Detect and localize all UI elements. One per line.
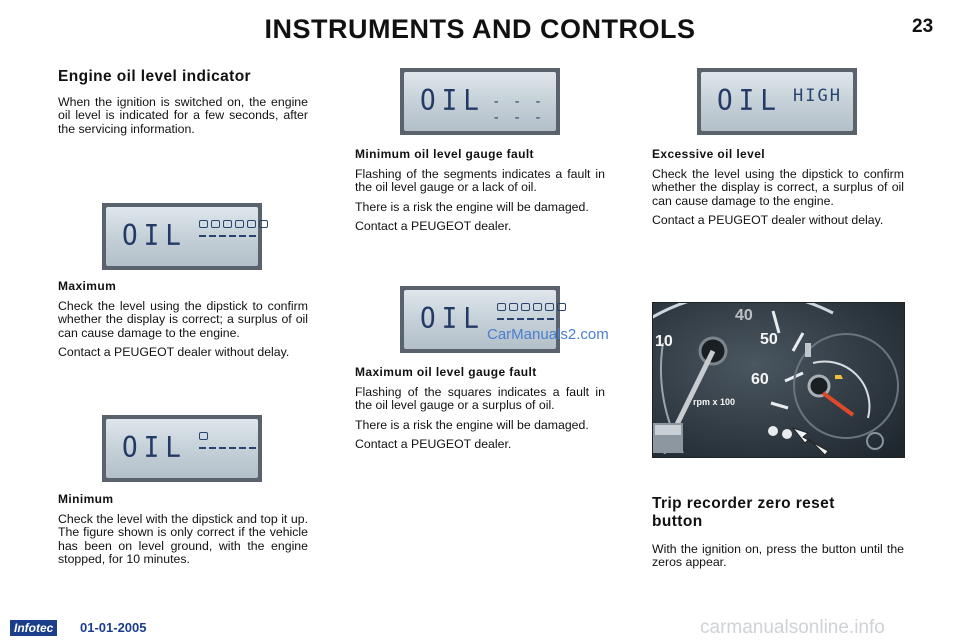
max-fault-section: [355, 365, 605, 458]
page-number: 23: [912, 16, 934, 37]
minimum-heading: Minimum: [58, 492, 114, 506]
trip-reset-heading-line1: Trip recorder zero reset: [652, 495, 835, 512]
lcd-face: [106, 419, 258, 478]
maximum-section: [58, 279, 308, 366]
dial-label-50: 50: [760, 331, 778, 348]
lcd-face: [404, 72, 556, 131]
minimum-paragraph: Check the level with the dipstick and top it up. The figure shown is only correct if the vehicle has been on level ground, with the engine stopped, for 10 minutes.: [58, 512, 308, 567]
excessive-section: [652, 147, 904, 234]
min-fault-heading: Minimum oil level gauge fault: [355, 147, 534, 161]
section-heading-oil-indicator: Engine oil level indicator: [58, 68, 251, 85]
intro-paragraph: When the ignition is switched on, the engine oil level is indicated for a few seconds, after the servicing information.: [58, 95, 308, 136]
dashboard-photo: [652, 302, 905, 458]
min-fault-paragraph-1: Flashing of the segments indicates a fault in the oil level gauge or a lack of oil.: [355, 167, 605, 195]
min-fault-paragraph-3: Contact a PEUGEOT dealer.: [355, 219, 512, 234]
maximum-heading: Maximum: [58, 279, 117, 293]
dial-label-40: 40: [735, 307, 753, 324]
lcd-face: [106, 207, 258, 266]
trip-reset-paragraph: With the ignition on, press the button until the zeros appear.: [652, 542, 904, 570]
trip-reset-heading-line2: button: [652, 513, 703, 530]
lcd-dashes: - - - - - -: [492, 94, 545, 126]
max-fault-paragraph-1: Flashing of the squares indicates a fault in the oil level gauge or a surplus of oil.: [355, 385, 605, 413]
excessive-heading: Excessive oil level: [652, 147, 766, 161]
dial-label-60: 60: [751, 371, 769, 388]
min-fault-paragraph-2: There is a risk the engine will be damaged.: [355, 199, 589, 214]
trip-reset-heading: [652, 495, 904, 531]
oil-indicator-intro: [58, 68, 308, 142]
square-segments: [199, 432, 208, 440]
trip-reset-section: [652, 495, 904, 576]
center-watermark: CarManuals2.com: [487, 326, 609, 343]
max-fault-paragraph-2: There is a risk the engine will be damaged.: [355, 417, 589, 432]
lcd-high-label: HIGH: [793, 86, 842, 106]
min-fault-display: [400, 68, 560, 135]
square-segments: [199, 220, 268, 228]
infotec-logo: Infotec: [10, 620, 57, 636]
dial-label-rpm: rpm x 100: [693, 397, 736, 407]
excessive-oil-display: [697, 68, 857, 135]
maximum-paragraph-2: Contact a PEUGEOT dealer without delay.: [58, 345, 290, 360]
excessive-paragraph-2: Contact a PEUGEOT dealer without delay.: [652, 213, 884, 228]
lcd-face: [701, 72, 853, 131]
min-fault-section: [355, 147, 605, 240]
square-segments: [497, 303, 566, 311]
dial-label-10: 10: [655, 333, 673, 350]
excessive-paragraph-1: Check the level using the dipstick to confirm whether the display is correct, a surplus of oil can cause damage to the engine.: [652, 167, 904, 208]
maximum-paragraph-1: Check the level using the dipstick to confirm whether the display is correct; a surplus of oil can cause damage to the engine.: [58, 299, 308, 340]
oil-maximum-display: [102, 203, 262, 270]
lcd-oil-label: OIL: [420, 84, 485, 118]
dash-segments: [199, 232, 256, 237]
dash-segments: [199, 444, 256, 449]
lcd-oil-label: OIL: [420, 302, 485, 336]
minimum-section: [58, 492, 308, 573]
dashboard-illustration: [653, 303, 904, 457]
lcd-oil-label: OIL: [122, 431, 187, 465]
footer-date: 01-01-2005: [80, 620, 147, 635]
max-fault-paragraph-3: Contact a PEUGEOT dealer.: [355, 437, 512, 452]
oil-minimum-display: [102, 415, 262, 482]
lcd-oil-label: OIL: [717, 84, 782, 118]
footer-watermark: carmanualsonline.info: [700, 617, 885, 638]
dash-segments: [497, 315, 554, 320]
max-fault-heading: Maximum oil level gauge fault: [355, 365, 537, 379]
lcd-oil-label: OIL: [122, 219, 187, 253]
page-title: INSTRUMENTS AND CONTROLS: [264, 14, 696, 44]
